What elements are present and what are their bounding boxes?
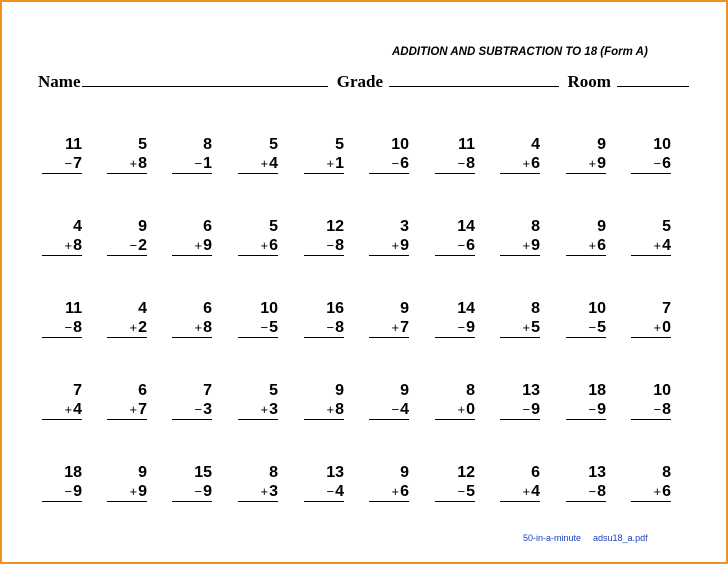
problem-bottom-line — [566, 154, 606, 174]
problem-bottom-line — [566, 236, 606, 256]
problem-top-number: 9 — [400, 464, 409, 481]
problem-top-number: 9 — [597, 218, 606, 235]
math-problem — [304, 299, 344, 338]
problem-bottom-number: 9 — [466, 319, 475, 336]
problem-bottom-line — [42, 236, 82, 256]
problem-top-number: 7 — [73, 382, 82, 399]
problem-bottom-line — [566, 482, 606, 502]
problem-bottom-number: 8 — [73, 237, 82, 254]
math-problem — [500, 463, 540, 502]
problem-bottom-number: 9 — [203, 237, 212, 254]
problem-top-number: 6 — [203, 300, 212, 317]
problem-top-number: 5 — [138, 136, 147, 153]
problem-bottom-number: 8 — [335, 401, 344, 418]
problem-operator: − — [260, 320, 269, 335]
footer-left-text: 50-in-a-minute — [523, 533, 582, 543]
problem-bottom-line — [107, 400, 147, 420]
problem-operator: + — [129, 484, 138, 499]
problem-bottom-line — [107, 318, 147, 338]
problem-bottom-number: 8 — [138, 155, 147, 172]
problem-operator: + — [260, 484, 269, 499]
problem-top-number: 3 — [400, 218, 409, 235]
math-problem — [238, 381, 278, 420]
problem-bottom-line — [42, 482, 82, 502]
math-problem — [369, 217, 409, 256]
problem-top-number: 9 — [597, 136, 606, 153]
problem-bottom-number: 5 — [531, 319, 540, 336]
problem-bottom-number: 4 — [269, 155, 278, 172]
math-problem — [304, 463, 344, 502]
problem-bottom-line — [107, 482, 147, 502]
problem-operator: − — [588, 402, 597, 417]
math-problem — [107, 299, 147, 338]
problem-bottom-number: 0 — [466, 401, 475, 418]
problem-bottom-line — [42, 154, 82, 174]
math-problem — [500, 217, 540, 256]
problem-bottom-line — [238, 318, 278, 338]
math-problem — [172, 217, 212, 256]
problem-top-number: 8 — [269, 464, 278, 481]
problem-operator: − — [588, 484, 597, 499]
problem-bottom-line — [369, 318, 409, 338]
problem-bottom-line — [304, 318, 344, 338]
footer — [523, 533, 660, 543]
math-problem — [435, 381, 475, 420]
problem-operator: + — [653, 320, 662, 335]
problem-bottom-number: 2 — [138, 319, 147, 336]
problem-bottom-number: 8 — [335, 237, 344, 254]
problem-top-number: 10 — [391, 136, 409, 153]
problem-bottom-line — [500, 154, 540, 174]
math-problem — [631, 299, 671, 338]
problem-bottom-number: 8 — [73, 319, 82, 336]
problem-bottom-number: 9 — [531, 401, 540, 418]
problem-bottom-line — [172, 236, 212, 256]
problem-bottom-number: 9 — [597, 155, 606, 172]
problem-top-number: 14 — [457, 218, 475, 235]
problem-top-number: 18 — [588, 382, 606, 399]
problem-top-number: 8 — [662, 464, 671, 481]
problem-bottom-number: 5 — [466, 483, 475, 500]
problem-operator: + — [64, 402, 73, 417]
math-problem — [566, 299, 606, 338]
problem-bottom-line — [304, 400, 344, 420]
problem-operator: + — [588, 238, 597, 253]
math-problem — [631, 463, 671, 502]
problem-bottom-number: 7 — [400, 319, 409, 336]
math-problem — [238, 463, 278, 502]
math-problem — [42, 135, 82, 174]
problem-operator: − — [457, 156, 466, 171]
problem-operator: + — [391, 320, 400, 335]
problem-operator: + — [129, 402, 138, 417]
problem-operator: + — [260, 238, 269, 253]
problem-bottom-line — [172, 400, 212, 420]
problem-top-number: 15 — [194, 464, 212, 481]
problem-top-number: 11 — [65, 300, 82, 317]
problem-bottom-line — [369, 236, 409, 256]
problem-bottom-line — [172, 318, 212, 338]
problem-bottom-line — [435, 318, 475, 338]
problem-top-number: 5 — [269, 382, 278, 399]
problem-operator: − — [64, 484, 73, 499]
problem-operator: + — [522, 156, 531, 171]
problem-bottom-line — [304, 482, 344, 502]
problem-operator: − — [391, 156, 400, 171]
problem-bottom-number: 8 — [335, 319, 344, 336]
math-problem — [172, 299, 212, 338]
problem-bottom-number: 6 — [662, 483, 671, 500]
math-problem — [369, 381, 409, 420]
math-problem — [304, 135, 344, 174]
problem-bottom-line — [435, 236, 475, 256]
problem-bottom-number: 4 — [335, 483, 344, 500]
math-problem — [42, 217, 82, 256]
math-problem — [107, 135, 147, 174]
math-problem — [238, 217, 278, 256]
math-problem — [107, 217, 147, 256]
problem-bottom-number: 9 — [203, 483, 212, 500]
problem-operator: − — [129, 238, 138, 253]
problem-operator: + — [522, 484, 531, 499]
problem-operator: − — [522, 402, 531, 417]
problem-top-number: 13 — [522, 382, 540, 399]
math-problem — [500, 299, 540, 338]
math-problem — [566, 463, 606, 502]
problem-bottom-line — [238, 482, 278, 502]
problem-operator: − — [194, 484, 203, 499]
problem-top-number: 10 — [653, 136, 671, 153]
problem-bottom-number: 6 — [662, 155, 671, 172]
problem-top-number: 6 — [138, 382, 147, 399]
problem-operator: + — [129, 320, 138, 335]
problem-operator: + — [194, 238, 203, 253]
problem-bottom-line — [172, 482, 212, 502]
problem-top-number: 6 — [203, 218, 212, 235]
problem-bottom-number: 7 — [73, 155, 82, 172]
problem-operator: + — [260, 402, 269, 417]
problem-operator: − — [194, 402, 203, 417]
problem-top-number: 14 — [457, 300, 475, 317]
problem-bottom-number: 5 — [597, 319, 606, 336]
problem-bottom-number: 4 — [73, 401, 82, 418]
problem-top-number: 13 — [588, 464, 606, 481]
problem-bottom-number: 8 — [662, 401, 671, 418]
problem-bottom-line — [369, 400, 409, 420]
problem-top-number: 9 — [400, 382, 409, 399]
problem-bottom-line — [500, 236, 540, 256]
problem-bottom-line — [631, 318, 671, 338]
problem-top-number: 10 — [653, 382, 671, 399]
math-problem — [435, 463, 475, 502]
problem-top-number: 7 — [203, 382, 212, 399]
problem-top-number: 16 — [326, 300, 344, 317]
problem-bottom-line — [107, 154, 147, 174]
problem-bottom-line — [369, 482, 409, 502]
problem-bottom-line — [42, 318, 82, 338]
worksheet-title: ADDITION AND SUBTRACTION TO 18 (Form A) — [392, 46, 648, 58]
math-problem — [369, 135, 409, 174]
problem-top-number: 13 — [326, 464, 344, 481]
problem-bottom-number: 9 — [138, 483, 147, 500]
problem-operator: − — [653, 156, 662, 171]
problem-operator: − — [457, 484, 466, 499]
problem-top-number: 4 — [531, 136, 540, 153]
problem-bottom-number: 6 — [531, 155, 540, 172]
problem-operator: − — [457, 238, 466, 253]
problem-operator: − — [326, 320, 335, 335]
math-problem — [238, 135, 278, 174]
problem-operator: − — [326, 484, 335, 499]
problem-bottom-number: 1 — [203, 155, 212, 172]
problem-operator: + — [522, 320, 531, 335]
math-problem — [500, 381, 540, 420]
problem-bottom-number: 0 — [662, 319, 671, 336]
problem-top-number: 9 — [138, 218, 147, 235]
problem-top-number: 10 — [260, 300, 278, 317]
name-label: Name — [38, 72, 81, 91]
problem-bottom-line — [631, 482, 671, 502]
math-problem — [172, 381, 212, 420]
problem-operator: + — [64, 238, 73, 253]
math-problem — [566, 381, 606, 420]
problem-top-number: 5 — [335, 136, 344, 153]
problem-bottom-line — [304, 236, 344, 256]
math-problem — [566, 217, 606, 256]
problem-bottom-line — [304, 154, 344, 174]
problem-top-number: 10 — [588, 300, 606, 317]
problem-top-number: 7 — [662, 300, 671, 317]
problem-bottom-number: 1 — [335, 155, 344, 172]
room-label: Room — [567, 72, 611, 91]
math-problem — [369, 463, 409, 502]
problem-bottom-number: 8 — [597, 483, 606, 500]
problem-bottom-line — [238, 236, 278, 256]
problem-bottom-number: 4 — [662, 237, 671, 254]
problem-operator: − — [653, 402, 662, 417]
problem-operator: − — [326, 238, 335, 253]
problem-top-number: 4 — [138, 300, 147, 317]
problem-bottom-number: 3 — [269, 483, 278, 500]
problem-top-number: 9 — [138, 464, 147, 481]
problem-bottom-line — [435, 154, 475, 174]
problem-top-number: 12 — [326, 218, 344, 235]
math-problem — [566, 135, 606, 174]
problem-bottom-number: 6 — [466, 237, 475, 254]
problem-bottom-line — [238, 400, 278, 420]
problem-top-number: 5 — [662, 218, 671, 235]
problem-bottom-number: 9 — [597, 401, 606, 418]
math-problem — [304, 217, 344, 256]
problem-bottom-line — [238, 154, 278, 174]
problem-bottom-line — [631, 236, 671, 256]
problem-operator: − — [457, 320, 466, 335]
math-problem — [631, 135, 671, 174]
problem-bottom-line — [42, 400, 82, 420]
problem-bottom-number: 3 — [203, 401, 212, 418]
problem-operator: − — [391, 402, 400, 417]
problem-operator: + — [260, 156, 269, 171]
footer-file-name: adsu18_a.pdf — [593, 533, 648, 543]
problem-bottom-number: 8 — [203, 319, 212, 336]
problem-bottom-line — [369, 154, 409, 174]
problem-operator: − — [588, 320, 597, 335]
problem-bottom-line — [566, 400, 606, 420]
problem-bottom-line — [435, 400, 475, 420]
math-problem — [172, 463, 212, 502]
problem-bottom-line — [566, 318, 606, 338]
problem-operator: + — [588, 156, 597, 171]
problem-bottom-number: 8 — [466, 155, 475, 172]
problem-top-number: 11 — [458, 136, 475, 153]
problem-grid — [2, 2, 728, 566]
problem-bottom-line — [500, 318, 540, 338]
math-problem — [42, 381, 82, 420]
problem-bottom-number: 6 — [400, 483, 409, 500]
problem-bottom-line — [631, 154, 671, 174]
problem-operator: − — [64, 156, 73, 171]
problem-bottom-number: 3 — [269, 401, 278, 418]
problem-bottom-line — [500, 400, 540, 420]
problem-top-number: 8 — [531, 300, 540, 317]
math-problem — [631, 217, 671, 256]
problem-bottom-number: 9 — [531, 237, 540, 254]
problem-top-number: 5 — [269, 136, 278, 153]
problem-bottom-line — [631, 400, 671, 420]
problem-bottom-number: 6 — [400, 155, 409, 172]
problem-top-number: 18 — [64, 464, 82, 481]
problem-operator: + — [391, 484, 400, 499]
problem-bottom-number: 9 — [73, 483, 82, 500]
problem-operator: − — [194, 156, 203, 171]
problem-operator: + — [653, 238, 662, 253]
problem-operator: + — [194, 320, 203, 335]
problem-top-number: 9 — [400, 300, 409, 317]
math-problem — [42, 463, 82, 502]
problem-bottom-line — [107, 236, 147, 256]
problem-bottom-number: 5 — [269, 319, 278, 336]
problem-top-number: 12 — [457, 464, 475, 481]
problem-top-number: 11 — [65, 136, 82, 153]
problem-top-number: 9 — [335, 382, 344, 399]
problem-operator: + — [653, 484, 662, 499]
problem-bottom-line — [500, 482, 540, 502]
problem-operator: + — [326, 402, 335, 417]
problem-bottom-line — [435, 482, 475, 502]
math-problem — [238, 299, 278, 338]
problem-operator: + — [522, 238, 531, 253]
math-problem — [435, 299, 475, 338]
math-problem — [500, 135, 540, 174]
problem-bottom-number: 7 — [138, 401, 147, 418]
grade-label: Grade — [336, 72, 384, 91]
problem-operator: + — [326, 156, 335, 171]
problem-top-number: 8 — [531, 218, 540, 235]
problem-top-number: 8 — [203, 136, 212, 153]
math-problem — [172, 135, 212, 174]
math-problem — [435, 217, 475, 256]
problem-bottom-number: 4 — [400, 401, 409, 418]
problem-bottom-number: 2 — [138, 237, 147, 254]
math-problem — [369, 299, 409, 338]
problem-operator: + — [391, 238, 400, 253]
math-problem — [107, 463, 147, 502]
problem-top-number: 4 — [73, 218, 82, 235]
problem-top-number: 8 — [466, 382, 475, 399]
problem-bottom-line — [172, 154, 212, 174]
problem-bottom-number: 6 — [269, 237, 278, 254]
problem-operator: + — [457, 402, 466, 417]
problem-bottom-number: 9 — [400, 237, 409, 254]
problem-top-number: 5 — [269, 218, 278, 235]
math-problem — [435, 135, 475, 174]
problem-top-number: 6 — [531, 464, 540, 481]
math-problem — [304, 381, 344, 420]
math-problem — [107, 381, 147, 420]
problem-bottom-number: 4 — [531, 483, 540, 500]
math-problem — [42, 299, 82, 338]
problem-bottom-number: 6 — [597, 237, 606, 254]
math-problem — [631, 381, 671, 420]
problem-operator: + — [129, 156, 138, 171]
problem-operator: − — [64, 320, 73, 335]
